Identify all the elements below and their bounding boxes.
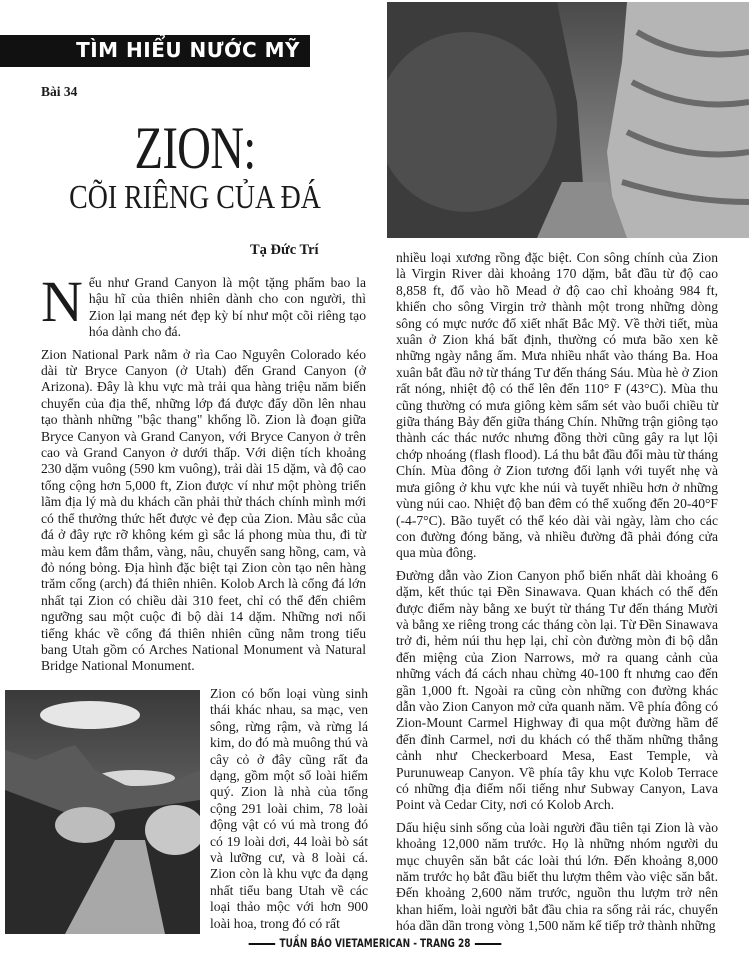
watchman-photo <box>5 690 200 934</box>
paragraph-4: Đường dẫn vào Zion Canyon phổ biến nhất dài khoảng 6 dặm, kết thúc tại Đền Sinawava. Quan khách có thể đến được điểm này bằng xe buýt từ tháng Tư đến tháng Mười và bằng xe riêng trong các tháng còn lại. Từ Đền Sinawava trở đi, hẻm núi thu hẹp lại, chỉ còn đường mòn đi bộ dẫn đến miệng của Zion Narrows, mở ra quang cảnh của những vách đá cách nhau chừng 40-100 ft nhưng cao đến gần 1,000 ft. Ngoài ra cũng còn những con đường khác dẫn vào Zion Canyon mở cửa quanh năm. Về phía đông có Zion-Mount Carmel Highway đi qua một đường hầm để đến đỉnh Carmel, nơi du khách có thể thăm những thắng cảnh như Checkerboard Mesa, East Temple, và Purunuweap Canyon. Về phía tây khu vực Kolob Terrace có những địa điểm nổi tiếng như Subway Canyon, Lava Point và Cedar City, nơi có Kolob Arch. <box>396 567 718 813</box>
section-title: TÌM HIỂU NƯỚC MỸ <box>76 38 300 62</box>
paragraph-3: nhiều loại xương rồng đặc biệt. Con sông chính của Zion là Virgin River dài khoảng 170 dặm, bắt đầu từ độ cao 8,858 ft, đổ vào hồ Mead ở độ cao chỉ khoảng 984 ft, khiến cho sông Virgin trở thành một trong những dòng sông có mực nước đổ xiết nhất Bắc Mỹ. Về thời tiết, mùa xuân ở Zion khá bất định, thường có mưa bão xen kẽ những ngày nắng ấm. Mưa nhiều nhất vào tháng Ba. Hoa xuân bắt đầu nở từ tháng Tư đến tháng Sáu. Mùa hè ở Zion rất nóng, nhiệt độ có thể lên đến 110° F (43°C). Mùa thu cũng thường có mưa giông kèm sấm sét vào buổi chiều từ giữa tháng Bảy đến giữa tháng Chín. Những trận giông tạo thành các thác nước nhưng đồng thời cũng gây ra lụt lội chớp nhoáng (flash flood). Lá thu bắt đầu đổi màu từ tháng Chín. Mùa đông ở Zion tương đối lạnh với tuyết nhẹ và mưa giông ở khu vực khe núi và tuyết nhiều hơn ở những vùng núi cao. Nhiệt độ ban đêm có thể xuống đến 20-40°F (-4-7°C). Bão tuyết có thể kéo dài vài ngày, làm cho các con đường đóng băng, và nhiều đường đã phải đóng cửa qua mùa đông. <box>396 250 718 561</box>
paragraph-2: Zion có bốn loại vùng sinh thái khác nhau, sa mạc, ven sông, rừng rậm, và rừng lá kim, do đó mà muông thú và cây cỏ ở đây cũng rất đa dạng, gồm một số loài hiếm quý. Zion là nhà của tổng cộng 291 loài chim, 78 loài động vật có vú mà trong đó có 19 loài dơi, 44 loài bò sát và lưỡng cư, và 8 loài cá. Zion còn là khu vực đa dạng nhất tiểu bang Utah về các loại thảo mộc với hơn 900 loài hoa, trong đó có rất <box>210 686 368 931</box>
footer-rule-right <box>475 943 502 945</box>
article-subtitle: CÕI RIÊNG CỦA ĐÁ <box>69 179 321 216</box>
article-title: ZION: <box>134 115 256 181</box>
footer-rule-left <box>248 943 275 945</box>
footer-text: TUẦN BÁO VIETAMERICAN - TRANG 28 <box>279 936 471 950</box>
column-middle <box>210 686 368 938</box>
section-banner <box>0 35 310 67</box>
page-footer <box>83 936 668 950</box>
lead-text: ếu như Grand Canyon là một tặng phẩm bao la hậu hĩ của thiên nhiên dành cho con người, thì Zion lại mang nét đẹp kỳ bí như một cõi riêng tạo hóa dành cho đá. <box>88 275 366 340</box>
author-byline: Tạ Đức Trí <box>250 242 319 258</box>
paragraph-1: Zion National Park nằm ở rìa Cao Nguyên Colorado kéo dài từ Bryce Canyon (ở Utah) đến Grand Canyon (ở Arizona). Đây là khu vực mà trải qua hàng triệu năm biến chuyển của địa thế, những lớp đá được đẩy dồn lên nhau tạo thành những "bậc thang" khổng lồ. Zion là đoạn giữa Bryce Canyon và Grand Canyon, với Bryce Canyon ở trên cao và Grand Canyon ở dưới thấp. Với diện tích khoảng 230 dặm vuông (590 km vuông), trải dài 15 dặm, và độ cao tổng cộng hơn 5,000 ft, Zion được ví như một phòng triển lãm địa lý mà du khách cần phải thử thách chính mình mới có thể thưởng thức hết được vẻ đẹp của Zion. Màu sắc của đá ở đây rực rỡ không kém gì sắc lá phong mùa thu, đi từ màu kem đằm thắm, vàng, nâu, chuyển sang hồng, cam, và đỏ nóng bỏng. Địa hình đặc biệt tại Zion còn tạo nên hàng trăm cổng (arch) đá thiên nhiên. Kolob Arch là cổng đá lớn nhất tại Zion có chiều dài 310 feet, chỉ có thể đến chiêm ngưỡng sau một cuộc đi bộ dài 14 dặm. Những nơi nổi tiếng khác về cổng đá thiên nhiên cũng nằm trong tiểu bang Utah gồm có Arches National Monument và Natural Bridge National Monument. <box>41 346 366 674</box>
paragraph-5: Dấu hiệu sinh sống của loài người đầu tiên tại Zion là vào khoảng 12,000 năm trước. Họ là những nhóm người du mục chuyên săn bắt các loài thú lớn. Đến khoảng 8,000 năm trước họ bắt đầu biết thu lượm thêm vào việc săn bắt. Đến khoảng 2,600 năm trước, nguồn thu lượm trở nên khan hiếm, loài người bắt đầu chia ra sống rải rác, chuyển hóa dần dần trong vòng 1,500 năm kế tiếp trở thành những <box>396 819 718 934</box>
column-right <box>396 250 718 941</box>
column-left <box>41 269 366 681</box>
series-number: Bài 34 <box>41 84 78 99</box>
lead-paragraph <box>41 269 366 341</box>
canyon-photo <box>387 2 749 238</box>
drop-cap: N <box>41 269 83 334</box>
